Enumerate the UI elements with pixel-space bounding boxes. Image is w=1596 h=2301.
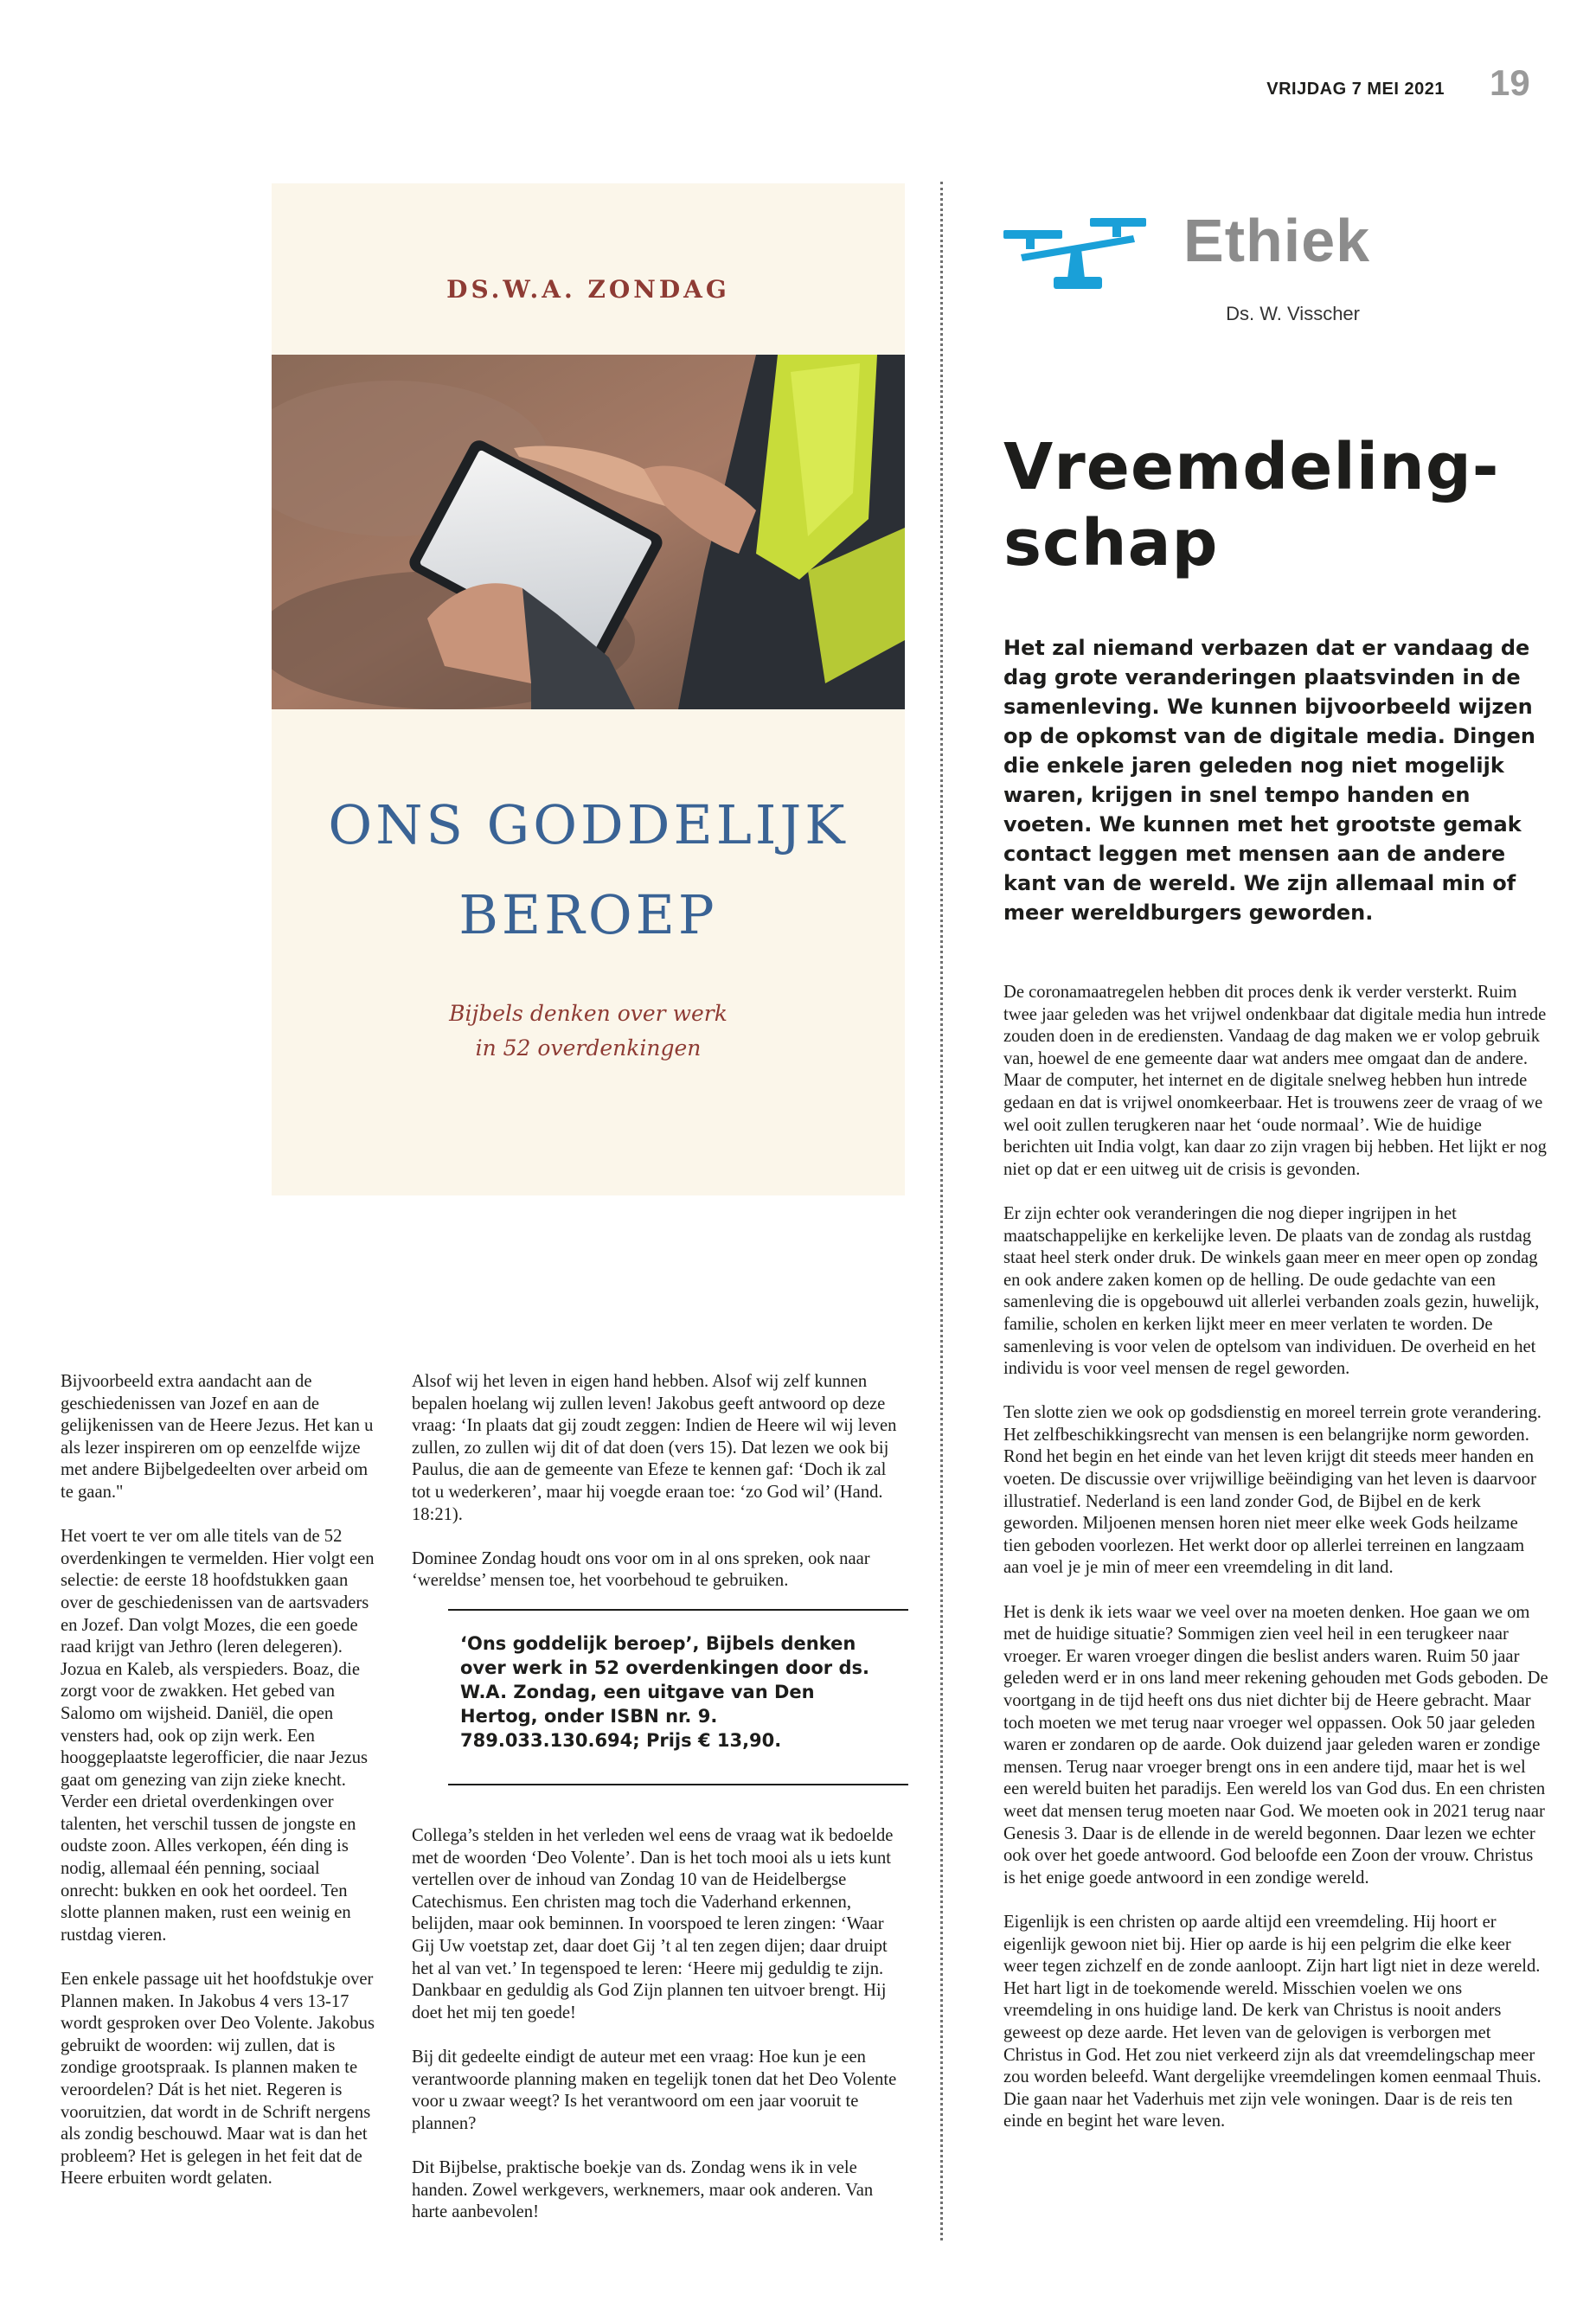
cover-author: DS.W.A. ZONDAG xyxy=(446,275,730,304)
page-number: 19 xyxy=(1490,62,1530,103)
paragraph: Dominee Zondag houdt ons voor om in al ons spreken, ook naar ‘wereldse’ mensen toe, het voorbehoud te gebruiken. xyxy=(412,1548,870,1591)
byline: Ds. W. Visscher xyxy=(1226,303,1360,324)
scales-icon xyxy=(1003,216,1146,291)
book-cover xyxy=(272,183,905,1195)
cover-title: ONS GODDELIJK BEROEP xyxy=(328,793,849,946)
paragraph: Dit Bijbelse, praktische boekje van ds. Zondag wens ik in vele handen. Zowel werkgevers, werknemers, maar ook anderen. Van harte aanbevolen! xyxy=(412,2157,874,2222)
issue-date: VRIJDAG 7 MEI 2021 xyxy=(1266,80,1445,99)
book-info-text: ‘Ons goddelijk beroep’, Bijbels denken over werk in 52 overdenkingen door ds. W.A. Zondag, een uitgave van Den Hertog, onder ISBN nr. 9. 789.033.130.694; Prijs € 13,90. xyxy=(460,1633,869,1751)
article-body-right xyxy=(1003,982,1548,2133)
paragraph: Collega’s stelden in het verleden wel eens de vraag wat ik bedoelde met de woorden ‘Deo Volente’. Dan is het toch mooi als u iets kunt vertellen over de inhoud van Zondag 10 van de Heidelbergse Catechismus. Een christen mag toch die Vaderhand erkennen, belijden, maar ook beminnen. In voorspoed te leren zingen: ‘Waar Gij Uw voetstap zet, daar doet Gij ’t al ten zegen dijen; daar druipt het al van vet.’ In tegenspoed te leren: ‘Heere mij geduldig te zijn. Dankbaar en geduldig als God Zijn plannen ten uitvoer brengt. Hij doet het mij ten goede! xyxy=(412,1826,894,2022)
article-headline: Vreemdeling- schap xyxy=(1003,430,1500,580)
paragraph: Een enkele passage uit het hoofdstukje over Plannen maken. In Jakobus 4 vers 13-17 wordt gesproken over Deo Volente. Jakobus gebruikt de woorden: wij zullen, dat is zondige grootspraak. Is plannen maken te veroordelen? Dát is het niet. Regeren is vooruitzien, dat wordt in de Schrift nergens als zondig beschouwd. Maar wat is dan het probleem? Het is gelegen in het feit dat de Heere erbuiten wordt gelaten. xyxy=(61,1970,375,2189)
review-body-left xyxy=(61,1371,381,2190)
cover-subtitle: Bijbels denken over werk in 52 overdenkingen xyxy=(449,1001,727,1061)
paragraph: Bij dit gedeelte eindigt de auteur met een vraag: Hoe kun je een verantwoorde planning maken en tegelijk tonen dat het Deo Volente voor u zwaar weegt? Is het verantwoord om een jaar vooruit te plannen? xyxy=(412,2047,897,2133)
book-info-box xyxy=(448,1609,908,1785)
paragraph: Er zijn echter ook veranderingen die nog dieper ingrijpen in het maatschappelijke en kerkelijke leven. De plaats van de zondag als rustdag staat heel sterk onder druk. De winkels gaan meer en meer open op zondag en ook andere zaken komen op de helling. De oude gedachte van een samenleving die is opgebouwd uit allerlei verbanden zoals gezin, huwelijk, familie, scholen en kerken lijkt meer en meer verlaten te worden. De samenleving is voor velen de optelsom van individuen. De overheid en het individu is voor veel mensen de regel geworden. xyxy=(1003,1203,1540,1379)
paragraph: De coronamaatregelen hebben dit proces denk ik verder versterkt. Ruim twee jaar geleden was het vrijwel ondenkbaar dat digitale media hun intrede zouden doen in de erediensten. Vandaag de dag maken we er volop gebruik van, hoewel de ene gemeente daar wat anders mee omgaat dan de andere. Maar de computer, het internet en de digitale snelweg hebben hun intrede gedaan en dat is vrijwel onomkeerbaar. Het is trouwens zeer de vraag of we wel ooit zullen terugkeren naar het ‘oude normaal’. Wie de huidige berichten uit India volgt, kan daar zo zijn vragen bij hebben. Het lijkt er nog niet op dat er een uitweg uit de crisis is gevonden. xyxy=(1003,983,1547,1179)
paragraph: Bijvoorbeeld extra aandacht aan de geschiedenissen van Jozef en aan de gelijkenissen van de Heere Jezus. Het kan u als lezer inspireren om op eenzelfde wijze met andere Bijbelgedeelten over arbeid om te gaan." xyxy=(61,1372,374,1502)
review-body-middle-bottom xyxy=(412,1825,908,2224)
section-label: Ethiek xyxy=(1183,207,1371,274)
paragraph: Het voert te ver om alle titels van de 52 overdenkingen te vermelden. Hier volgt een selectie: de eerste 18 hoofdstukken gaan over de geschiedenissen van de aartsvaders en Jozef. Dan volgt Mozes, die een goede raad krijgt van Jethro (leren delegeren). Jozua en Kaleb, als verspieders. Boaz, die zorgt voor de zwakken. Het gebed van Salomo om wijsheid. Daniël, die open vensters had, ook op zijn werk. Een hooggeplaatste legerofficier, die naar Jezus gaat om genezing van zijn zieke knecht. Verder een drietal overdenkingen over talenten, het verschil tussen de jongste en oudste zoon. Alles verkopen, één ding is nodig, allemaal één penning, sociaal onrecht: bukken en ook het oordeel. Ten slotte plannen maken, rust een weinig en rustdag vieren. xyxy=(61,1527,375,1945)
paragraph: Ten slotte zien we ook op godsdienstig en moreel terrein grote verandering. Het zelfbeschikkingsrecht van mensen is een belangrijke norm geworden. Rond het begin en het einde van het leven krijgt dit steeds meer handen en voeten. De discussie over vrijwillige beëindiging van het leven is daarvoor illustratief. Nederland is een land zonder God, de Bijbel en de kerk geworden. Miljoenen mensen horen niet meer elke week Gods heilzame tien geboden voorlezen. Het werkt door op allerlei terreinen en langzaam aan voel je je min of meer een vreemdeling in dit land. xyxy=(1003,1403,1542,1578)
article-intro: Het zal niemand verbazen dat er vandaag de dag grote veranderingen plaatsvinden in de samenleving. We kunnen bijvoorbeeld wijzen op de opkomst van de digitale media. Dingen die enkele jaren geleden nog niet mogelijk waren, krijgen in snel tempo handen en voeten. We kunnen met het grootste gemak contact leggen met mensen aan de andere kant van de wereld. We zijn allemaal min of meer wereldburgers geworden. xyxy=(1003,636,1535,925)
review-body-middle-top xyxy=(412,1371,908,1593)
cover-photo-tablet-hands xyxy=(272,355,905,709)
paragraph: Alsof wij het leven in eigen hand hebben. Alsof wij zelf kunnen bepalen hoelang wij zullen leven! Jakobus geeft antwoord op deze vraag: ‘In plaats dat gij zoudt zeggen: Indien de Heere wil wij leven zullen, zo zullen wij dit of dat doen (vers 15). Dat lezen we ook bij Paulus, die aan de gemeente van Efeze te kennen gaf: ‘Doch ik zal tot u wederkeren’, maar hij voegde eraan toe: ‘zo God wil’ (Hand. 18:21). xyxy=(412,1372,897,1524)
column-divider xyxy=(940,182,943,2240)
paragraph: Het is denk ik iets waar we veel over na moeten denken. Hoe gaan we om met de huidige situatie? Sommigen zien veel heil in een terugkeer naar vroeger. Er waren vroeger dingen die beslist anders waren. Ruim 50 jaar geleden werd er in ons land meer rekening gehouden met Gods geboden. De voortgang in de tijd heeft ons dus niet dichter bij de Heere gebracht. Maar toch moeten we met terug naar vroeger wel oppassen. Ook 50 jaar geleden waren er zondaren op de aarde. Ook duizend jaar geleden waren er zondige mensen. Terug naar vroeger brengt ons in een andere tijd, maar het is wel een wereld buiten het paradijs. Een wereld los van God dus. En een christen weet dat mensen terug moeten naar God. We moeten ook in 2021 terug naar Genesis 3. Daar is de ellende in de wereld begonnen. Daar lezen we echter ook over het goede antwoord. God beloofde een Zoon der vrouw. Christus is het enige goede antwoord in een zondige wereld. xyxy=(1003,1602,1548,1888)
paragraph: Eigenlijk is een christen op aarde altijd een vreemdeling. Hij hoort er eigenlijk gewoon niet bij. Hier op aarde is hij een pelgrim die elke keer weer tegen zichzelf en de zonde aanloopt. Zijn hart ligt niet in deze wereld. Het hart ligt in de toekomende wereld. Misschien voelen we ons vreemdeling in ons huidige land. De kerk van Christus is nooit anders geweest op deze aarde. Het leven van de gelovigen is verborgen met Christus in God. Het zou niet verkeerd zijn als dat vreemdelingschap meer zou worden beleefd. Want dergelijke vreemdelingen komen eenmaal Thuis. Die gaan naar het Vaderhuis met zijn vele woningen. Daar is de reis ten einde en begint het ware leven. xyxy=(1003,1912,1542,2131)
